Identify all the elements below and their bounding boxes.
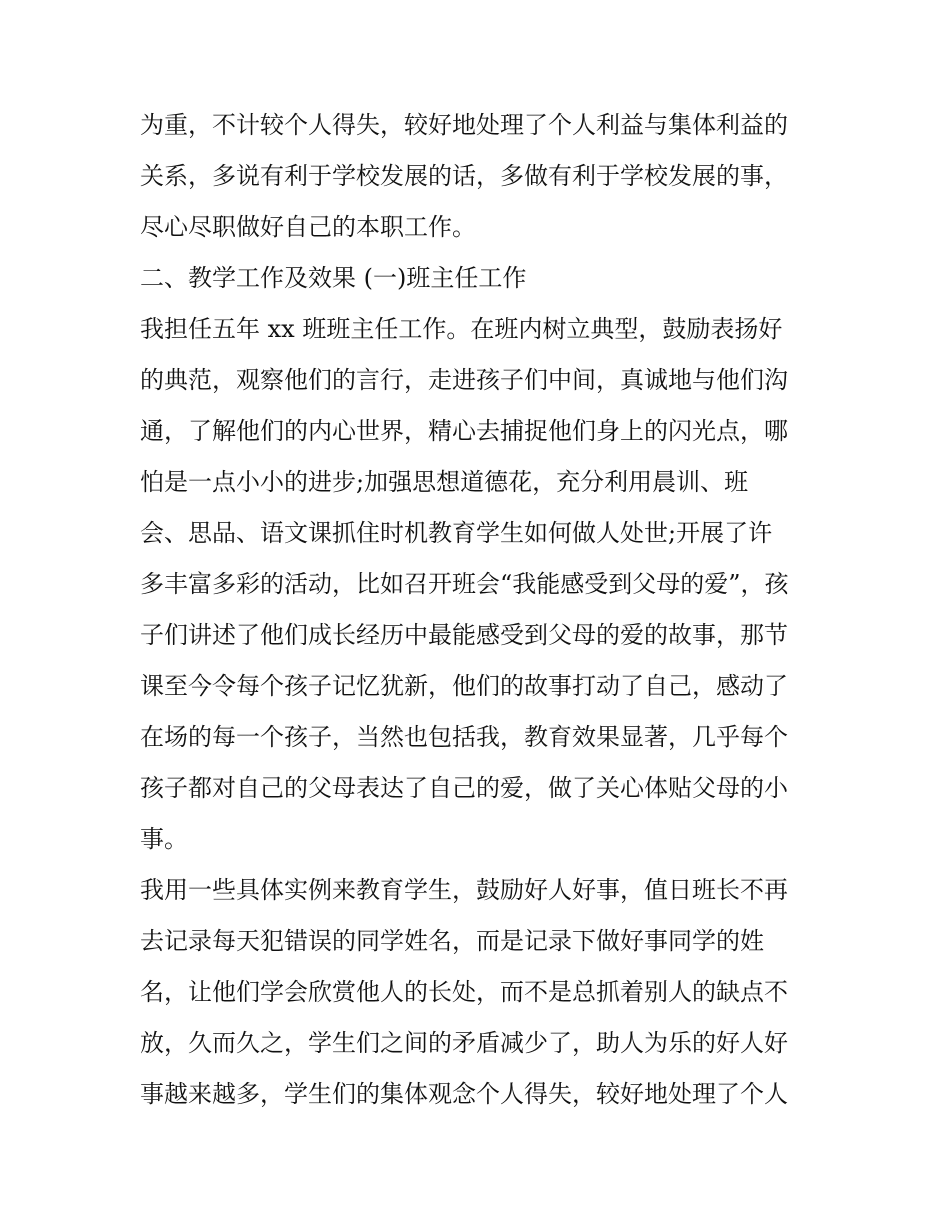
text-line: 事。 <box>140 825 188 853</box>
text-line: 通，了解他们的内心世界，精心去捕捉他们身上的闪光点，哪 <box>140 417 788 445</box>
text-line: 孩子都对自己的父母表达了自己的爱，做了关心体贴父母的小 <box>140 774 788 802</box>
text-line: 我担任五年 xx 班班主任工作。在班内树立典型，鼓励表扬好 <box>140 315 783 343</box>
text-line: 在场的每一个孩子，当然也包括我，教育效果显著，几乎每个 <box>140 723 788 751</box>
text-line: 放，久而久之，学生们之间的矛盾减少了，助人为乐的好人好 <box>140 1029 788 1057</box>
text-line: 课至今令每个孩子记忆犹新，他们的故事打动了自己，感动了 <box>140 672 788 700</box>
text-line: 多丰富多彩的活动，比如召开班会“我能感受到父母的爱”，孩 <box>140 570 789 598</box>
text-line: 去记录每天犯错误的同学姓名，而是记录下做好事同学的姓 <box>140 927 764 955</box>
text-line: 关系，多说有利于学校发展的话，多做有利于学校发展的事， <box>140 162 788 190</box>
text-line: 尽心尽职做好自己的本职工作。 <box>140 213 476 241</box>
text-line: 我用一些具体实例来教育学生，鼓励好人好事，值日班长不再 <box>140 876 788 904</box>
section-heading: 二、教学工作及效果 (一)班主任工作 <box>140 264 527 292</box>
document-body <box>140 100 820 1120</box>
text-line: 事越来越多，学生们的集体观念个人得失，较好地处理了个人 <box>140 1080 788 1108</box>
text-line: 为重，不计较个人得失，较好地处理了个人利益与集体利益的 <box>140 111 788 139</box>
text-line: 怕是一点小小的进步;加强思想道德花，充分利用晨训、班 <box>140 468 749 496</box>
text-line: 名，让他们学会欣赏他人的长处，而不是总抓着别人的缺点不 <box>140 978 788 1006</box>
text-line: 的典范，观察他们的言行，走进孩子们中间，真诚地与他们沟 <box>140 366 788 394</box>
text-line: 子们讲述了他们成长经历中最能感受到父母的爱的故事，那节 <box>140 621 788 649</box>
text-line: 会、思品、语文课抓住时机教育学生如何做人处世;开展了许 <box>140 519 773 547</box>
